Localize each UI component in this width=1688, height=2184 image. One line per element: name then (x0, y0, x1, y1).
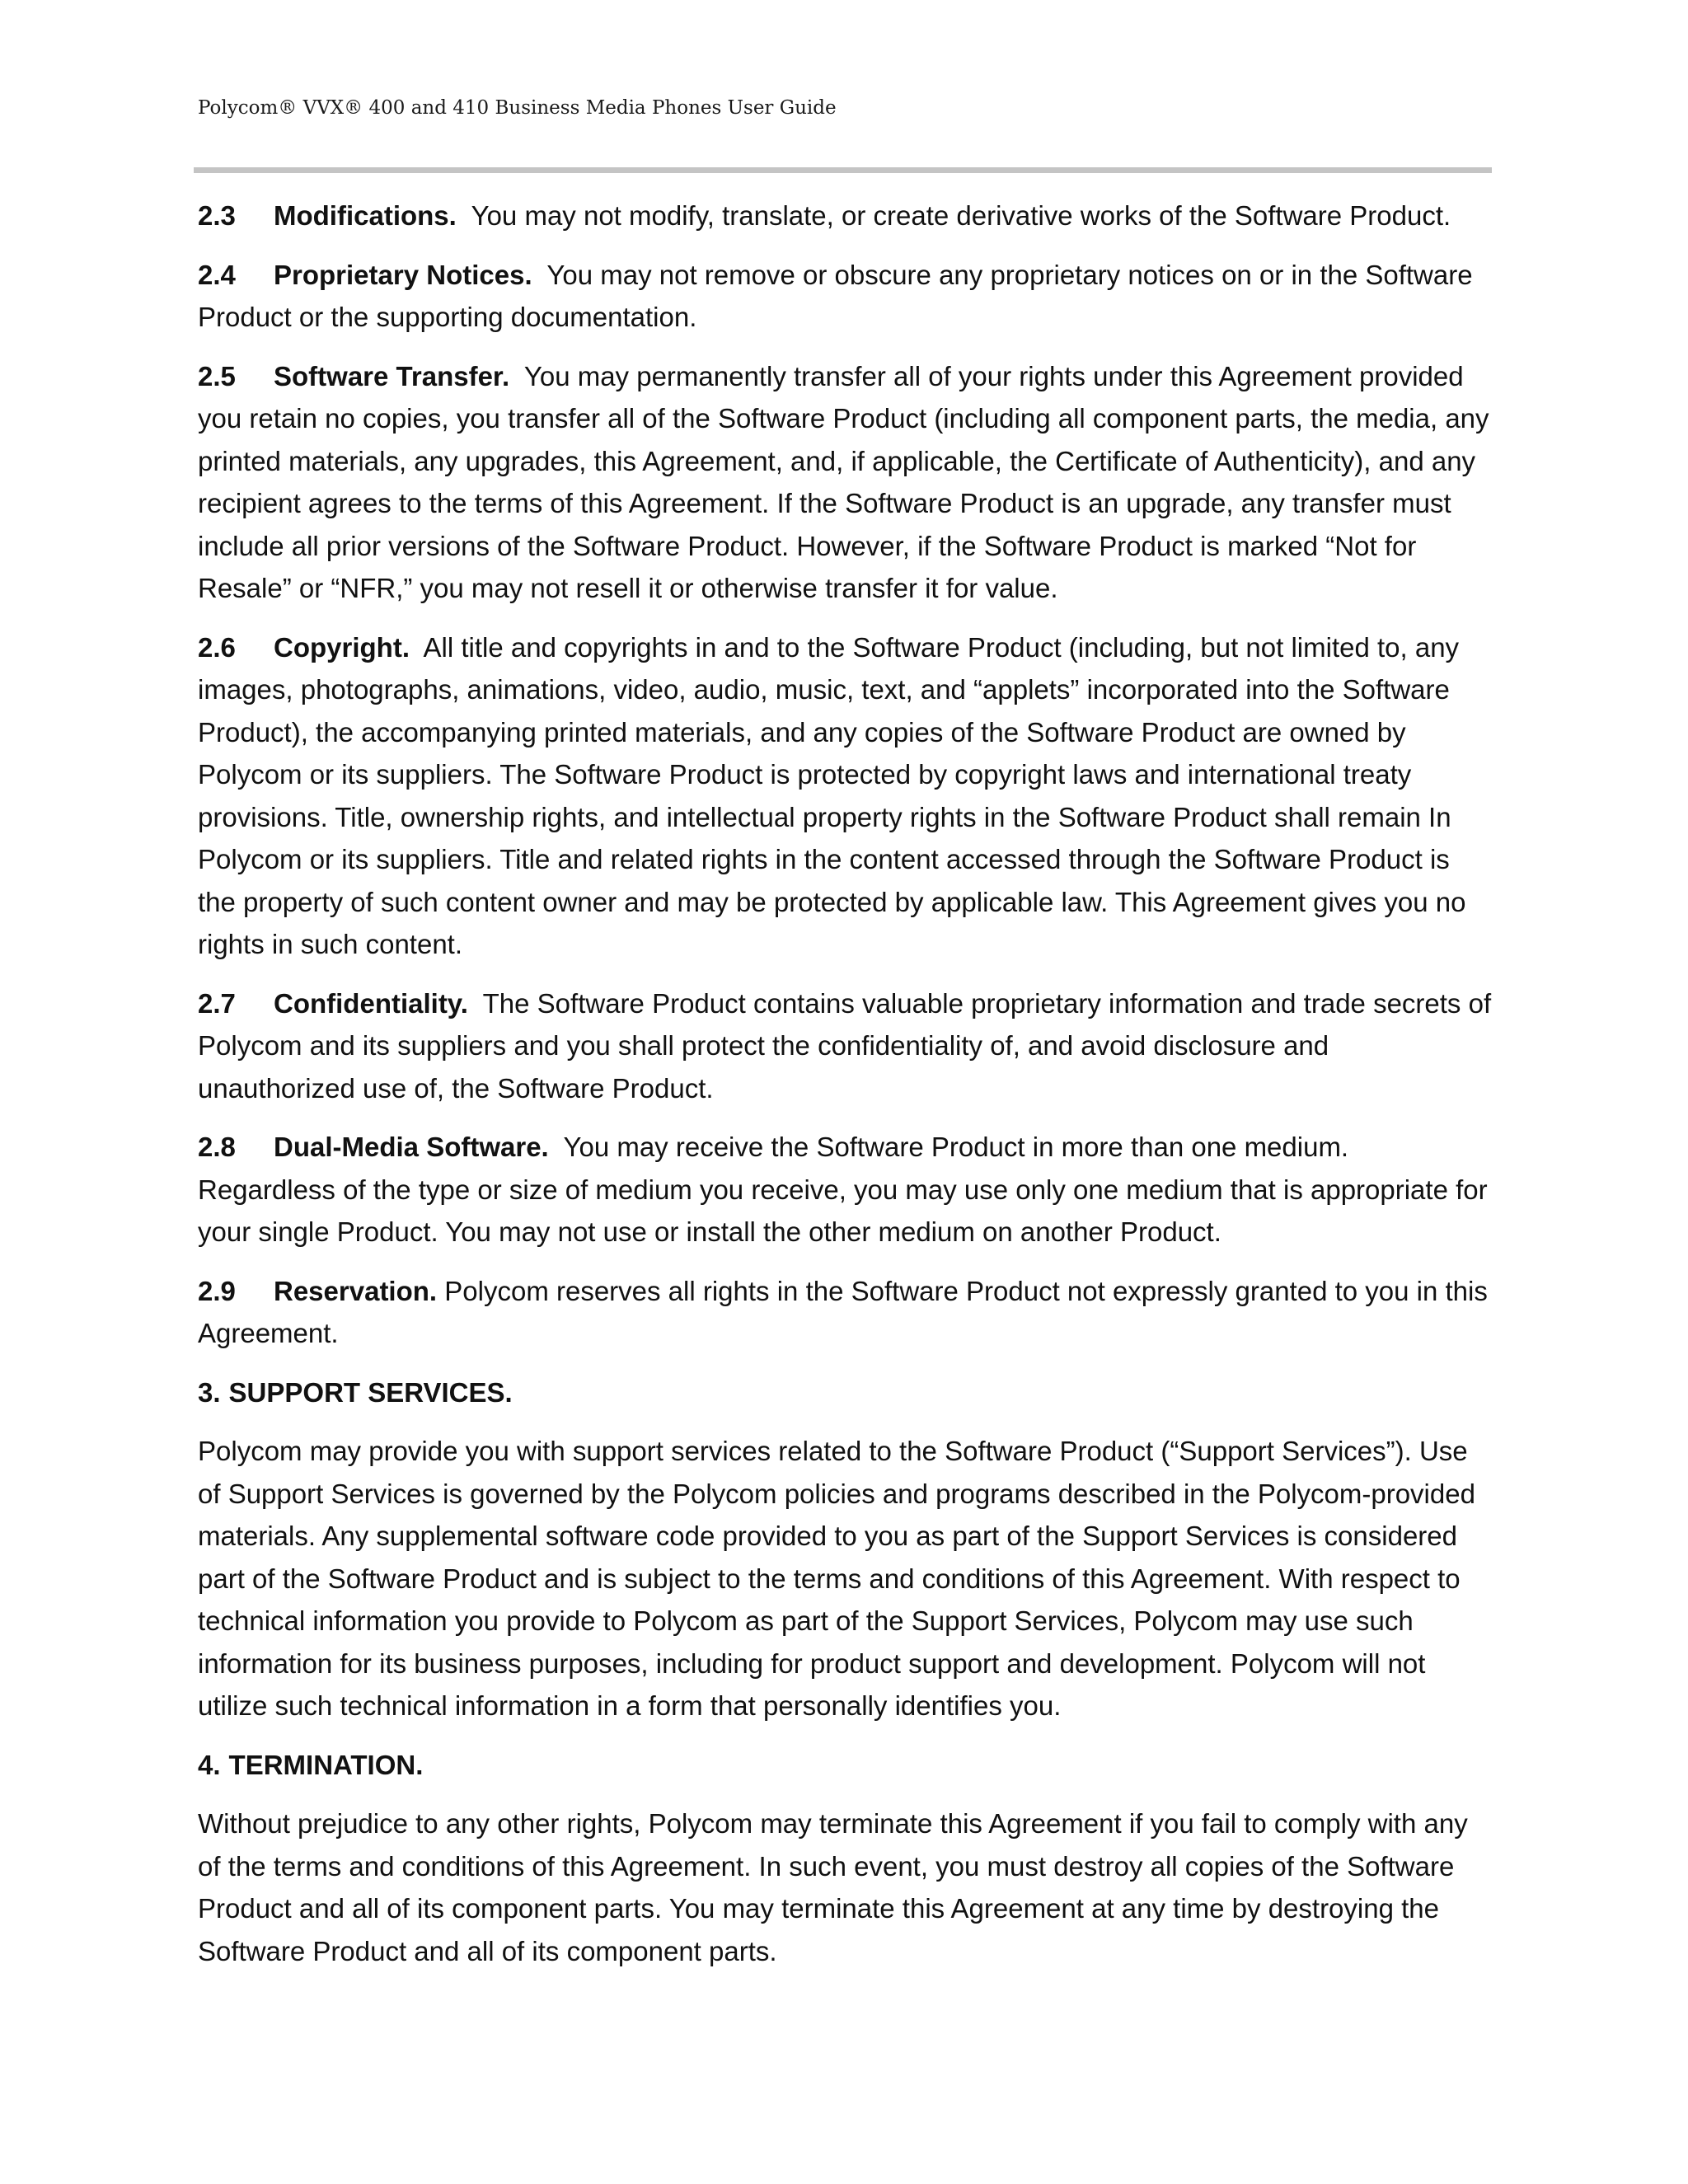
heading-text: TERMINATION. (228, 1749, 424, 1780)
section-title: Dual-Media Software. (274, 1132, 549, 1162)
section-2-7 (198, 982, 1493, 1110)
section-number: 2.8 (198, 1132, 236, 1162)
section-title: Modifications. (274, 200, 457, 231)
document-body (198, 194, 1493, 1989)
section-2-9 (198, 1270, 1493, 1355)
section-body: You may receive the Software Product in more than one medium. Regardless of the type or size of medium you receive, you may use only one medium that is appropriate for your single Product. You may not use or install the other medium on another Product. (198, 1132, 1488, 1247)
section-2-8 (198, 1126, 1493, 1254)
heading-text: SUPPORT SERVICES. (228, 1376, 513, 1408)
section-title: Copyright. (274, 631, 410, 663)
section-body: You may not modify, translate, or create derivative works of the Software Product. (471, 200, 1451, 231)
support-services-body: Polycom may provide you with support services related to the Software Product (“Support Services”). Use of Support Services is governed by the Polycom policies and programs described in the Polycom-provided materials. Any supplemental software code provided to you as part of the Support Services is considered part of the Software Product and is subject to the terms and conditions of this Agreement. With respect to technical information you provide to Polycom as part of the Support Services, Polycom may use such information for its business purposes, including for product support and development. Polycom will not utilize such technical information in a form that personally identifies you. (198, 1436, 1475, 1721)
section-number: 2.6 (198, 631, 236, 663)
heading-number: 3. (198, 1376, 221, 1408)
section-body: All title and copyrights in and to the Software Product (including, but not limited to, any images, photographs, animations, video, audio, music, text, and “applets” incorporated into the Software Product), the accompanying printed materials, and any copies of the Software Product are owned by Polycom or its suppliers. The Software Product is protected by copyright laws and international treaty provisions. Title, ownership rights, and intellectual property rights in the Software Product shall remain In Polycom or its suppliers. Title and related rights in the content accessed through the Software Product is the property of such content owner and may be protected by applicable law. This Agreement gives you no rights in such content. (198, 631, 1466, 959)
section-title: Reservation. (274, 1275, 438, 1306)
section-2-4 (198, 254, 1493, 339)
section-title: Proprietary Notices. (274, 259, 532, 290)
section-2-6 (198, 626, 1493, 966)
termination-heading (198, 1744, 1493, 1787)
section-2-5 (198, 355, 1493, 610)
section-number: 2.4 (198, 259, 236, 290)
section-body: You may permanently transfer all of your rights under this Agreement provided you retain no copies, you transfer all of the Software Product (including all component parts, the media, any printed materials, any upgrades, this Agreement, and, if applicable, the Certificate of Authenticity), and any recipient agrees to the terms of this Agreement. If the Software Product is an upgrade, any transfer must include all prior versions of the Software Product. However, if the Software Product is marked “Not for Resale” or “NFR,” you may not resell it or otherwise transfer it for value. (198, 360, 1489, 603)
section-number: 2.3 (198, 200, 236, 231)
section-number: 2.5 (198, 360, 236, 391)
section-title: Software Transfer. (274, 360, 510, 391)
section-number: 2.7 (198, 987, 236, 1019)
section-2-3 (198, 194, 1493, 237)
header-divider (194, 167, 1492, 173)
section-number: 2.9 (198, 1275, 236, 1306)
support-services-heading (198, 1371, 1493, 1414)
section-body: You may not remove or obscure any proprietary notices on or in the Software Product or the supporting documentation. (198, 259, 1473, 332)
running-header: Polycom® VVX® 400 and 410 Business Media Phones User Guide (198, 97, 837, 119)
section-title: Confidentiality. (274, 987, 468, 1019)
termination-body: Without prejudice to any other rights, Polycom may terminate this Agreement if you fail to comply with any of the terms and conditions of this Agreement. In such event, you must destroy all copies of the Software Product and all of its component parts. You may terminate this Agreement at any time by destroying the Software Product and all of its component parts. (198, 1808, 1468, 1966)
heading-number: 4. (198, 1749, 221, 1780)
section-body: The Software Product contains valuable proprietary information and trade secrets of Polycom and its suppliers and you shall protect the confidentiality of, and avoid disclosure and unauthorized use of, the Software Product. (198, 987, 1492, 1104)
section-body: Polycom reserves all rights in the Software Product not expressly granted to you in this Agreement. (198, 1275, 1488, 1348)
